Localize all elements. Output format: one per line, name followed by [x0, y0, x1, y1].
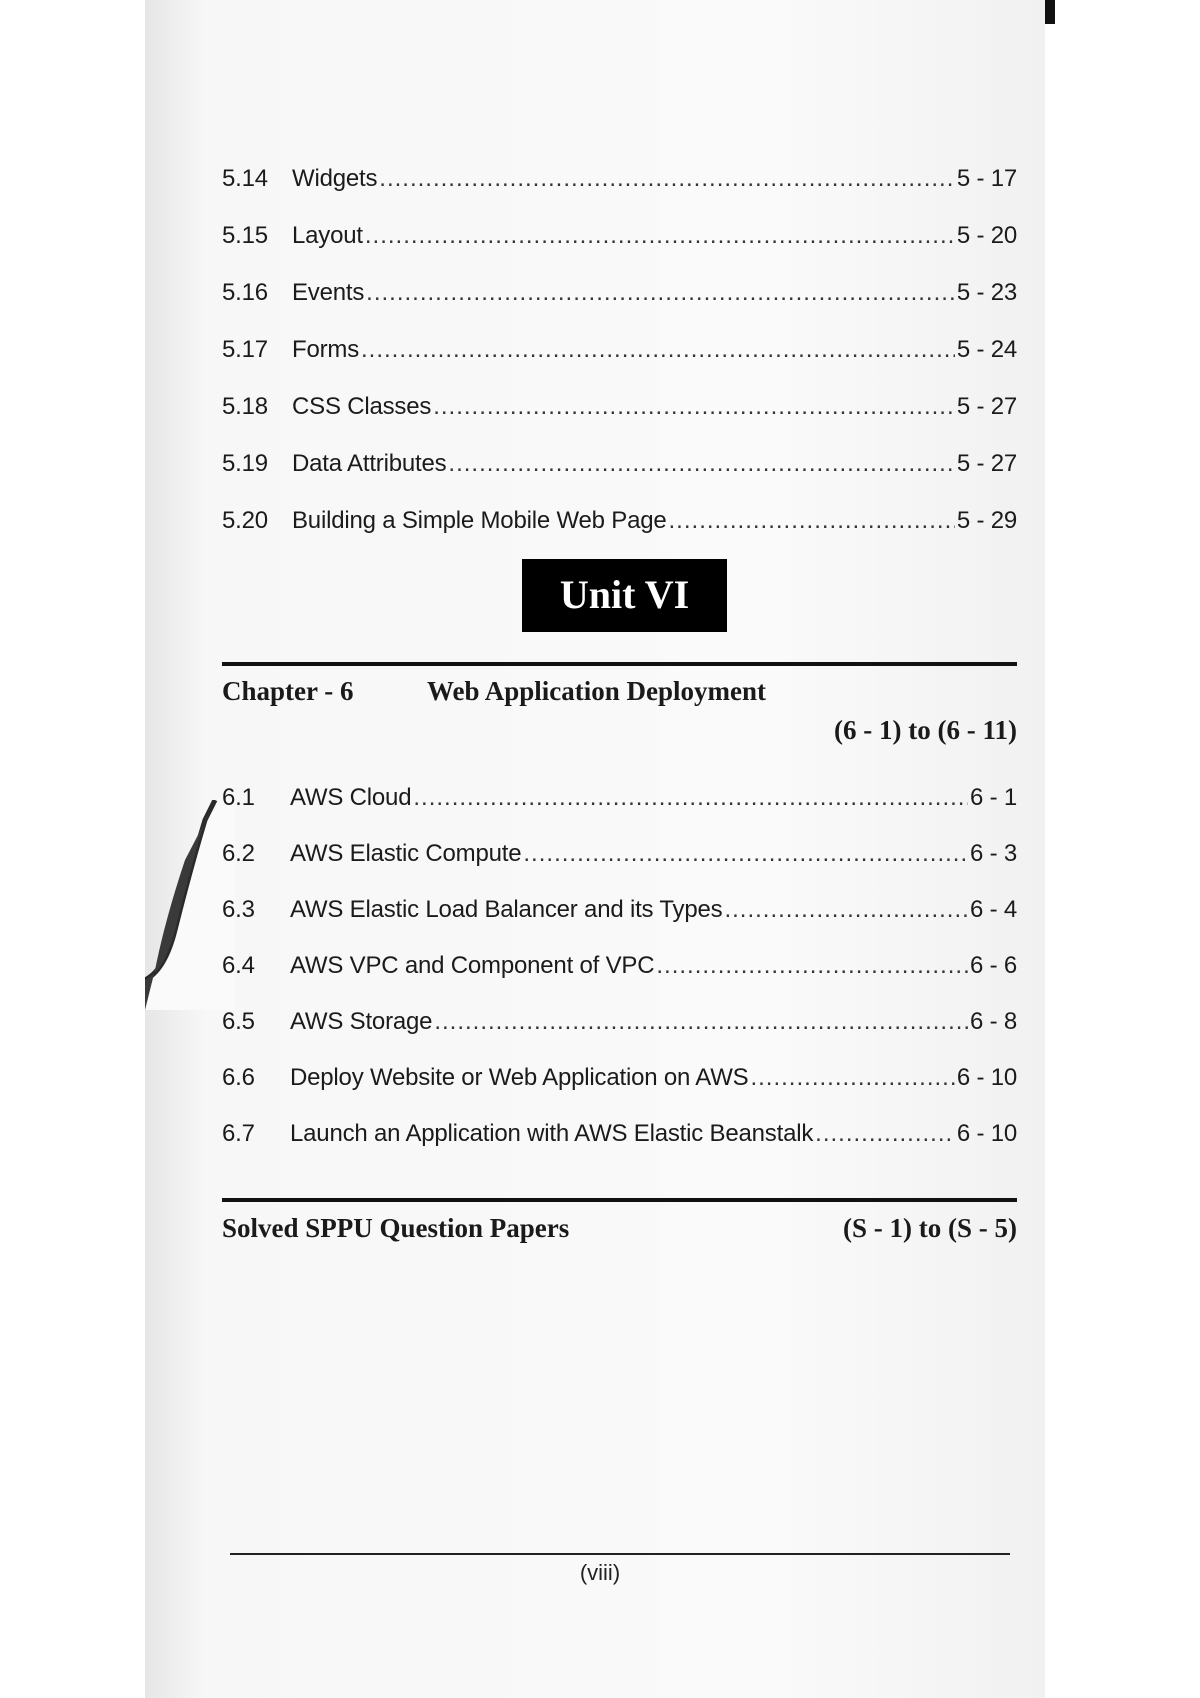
toc-entry-number: 5.16 [222, 279, 268, 306]
toc-entry [222, 826, 1017, 882]
toc-entry [222, 492, 1017, 549]
toc-entry-page: 6 - 1 [969, 784, 1017, 811]
toc-entry-page: 5 - 23 [956, 279, 1017, 306]
toc-entry [222, 1050, 1017, 1106]
toc-entry-number: 6.3 [222, 896, 255, 923]
toc-entry [222, 770, 1017, 826]
toc-leader-dots [750, 1050, 954, 1106]
toc-leader-dots [448, 435, 954, 492]
solved-papers-range: (S - 1) to (S - 5) [843, 1213, 1017, 1243]
toc-entry-page: 5 - 27 [956, 393, 1017, 420]
toc-entry-page: 5 - 29 [956, 507, 1017, 534]
toc-entry-title: AWS Cloud [290, 784, 412, 811]
toc-entry [222, 882, 1017, 938]
toc-entry-number: 5.17 [222, 336, 268, 363]
toc-entry-page: 6 - 10 [956, 1120, 1017, 1147]
toc-entry-title: AWS VPC and Component of VPC [290, 952, 655, 979]
toc-entry-page: 5 - 24 [956, 336, 1017, 363]
toc-leader-dots [656, 938, 968, 994]
toc-unit5-list [222, 150, 1017, 549]
chapter-label: Chapter - 6 [222, 676, 354, 706]
toc-entry [222, 264, 1017, 321]
toc-entry-page: 6 - 3 [969, 840, 1017, 867]
toc-leader-dots [523, 826, 968, 882]
toc-leader-dots [815, 1106, 955, 1162]
toc-entry [222, 435, 1017, 492]
footer-divider [230, 1553, 1010, 1555]
toc-leader-dots [433, 378, 955, 435]
toc-entry-page: 5 - 27 [956, 450, 1017, 477]
toc-entry [222, 207, 1017, 264]
chapter-page-range: (6 - 1) to (6 - 11) [834, 715, 1017, 745]
toc-entry-title: Launch an Application with AWS Elastic Beanstalk [290, 1120, 814, 1147]
toc-entry-page: 6 - 8 [969, 1008, 1017, 1035]
toc-leader-dots [669, 492, 955, 549]
toc-entry [222, 150, 1017, 207]
unit-heading: Unit VI [522, 559, 727, 632]
toc-entry-number: 6.5 [222, 1008, 255, 1035]
solved-papers-heading [222, 1210, 1017, 1246]
scan-edge-mark [1045, 0, 1055, 24]
toc-entry-number: 5.20 [222, 507, 268, 534]
toc-entry-number: 6.4 [222, 952, 255, 979]
toc-entry-number: 5.18 [222, 393, 268, 420]
toc-entry [222, 938, 1017, 994]
toc-entry [222, 321, 1017, 378]
toc-entry-number: 5.14 [222, 165, 268, 192]
toc-leader-dots [365, 207, 955, 264]
toc-entry-title: AWS Storage [290, 1008, 433, 1035]
toc-entry-number: 5.19 [222, 450, 268, 477]
toc-entry-title: Data Attributes [292, 450, 447, 477]
toc-entry-number: 5.15 [222, 222, 268, 249]
chapter-title: Web Application Deployment [427, 676, 767, 706]
toc-entry-number: 6.7 [222, 1120, 255, 1147]
toc-leader-dots [434, 994, 968, 1050]
toc-entry-title: CSS Classes [292, 393, 432, 420]
solved-papers-title: Solved SPPU Question Papers [222, 1213, 570, 1243]
toc-entry-page: 6 - 10 [956, 1064, 1017, 1091]
toc-leader-dots [379, 150, 955, 207]
toc-leader-dots [724, 882, 968, 938]
chapter-heading [222, 674, 1017, 708]
toc-entry-title: AWS Elastic Load Balancer and its Types [290, 896, 723, 923]
toc-unit6-list [222, 770, 1017, 1162]
toc-entry [222, 1106, 1017, 1162]
toc-entry-title: Deploy Website or Web Application on AWS [290, 1064, 749, 1091]
toc-entry-title: Building a Simple Mobile Web Page [292, 507, 667, 534]
footer-page-number: (viii) [579, 1560, 621, 1585]
toc-entry [222, 378, 1017, 435]
chapter-divider [222, 662, 1017, 666]
solved-divider [222, 1198, 1017, 1202]
toc-entry-number: 6.1 [222, 784, 255, 811]
toc-entry-number: 6.6 [222, 1064, 255, 1091]
toc-leader-dots [361, 321, 955, 378]
toc-page [222, 150, 1017, 1246]
toc-entry-page: 5 - 20 [956, 222, 1017, 249]
toc-entry-number: 6.2 [222, 840, 255, 867]
toc-entry-page: 5 - 17 [956, 165, 1017, 192]
toc-entry-page: 6 - 4 [969, 896, 1017, 923]
toc-leader-dots [413, 770, 968, 826]
toc-entry [222, 994, 1017, 1050]
toc-entry-title: Forms [292, 336, 359, 363]
toc-entry-page: 6 - 6 [969, 952, 1017, 979]
unit-heading-wrap [222, 559, 1017, 632]
toc-leader-dots [366, 264, 955, 321]
toc-entry-title: Layout [292, 222, 363, 249]
toc-entry-title: AWS Elastic Compute [290, 840, 522, 867]
toc-entry-title: Widgets [292, 165, 378, 192]
toc-entry-title: Events [292, 279, 365, 306]
